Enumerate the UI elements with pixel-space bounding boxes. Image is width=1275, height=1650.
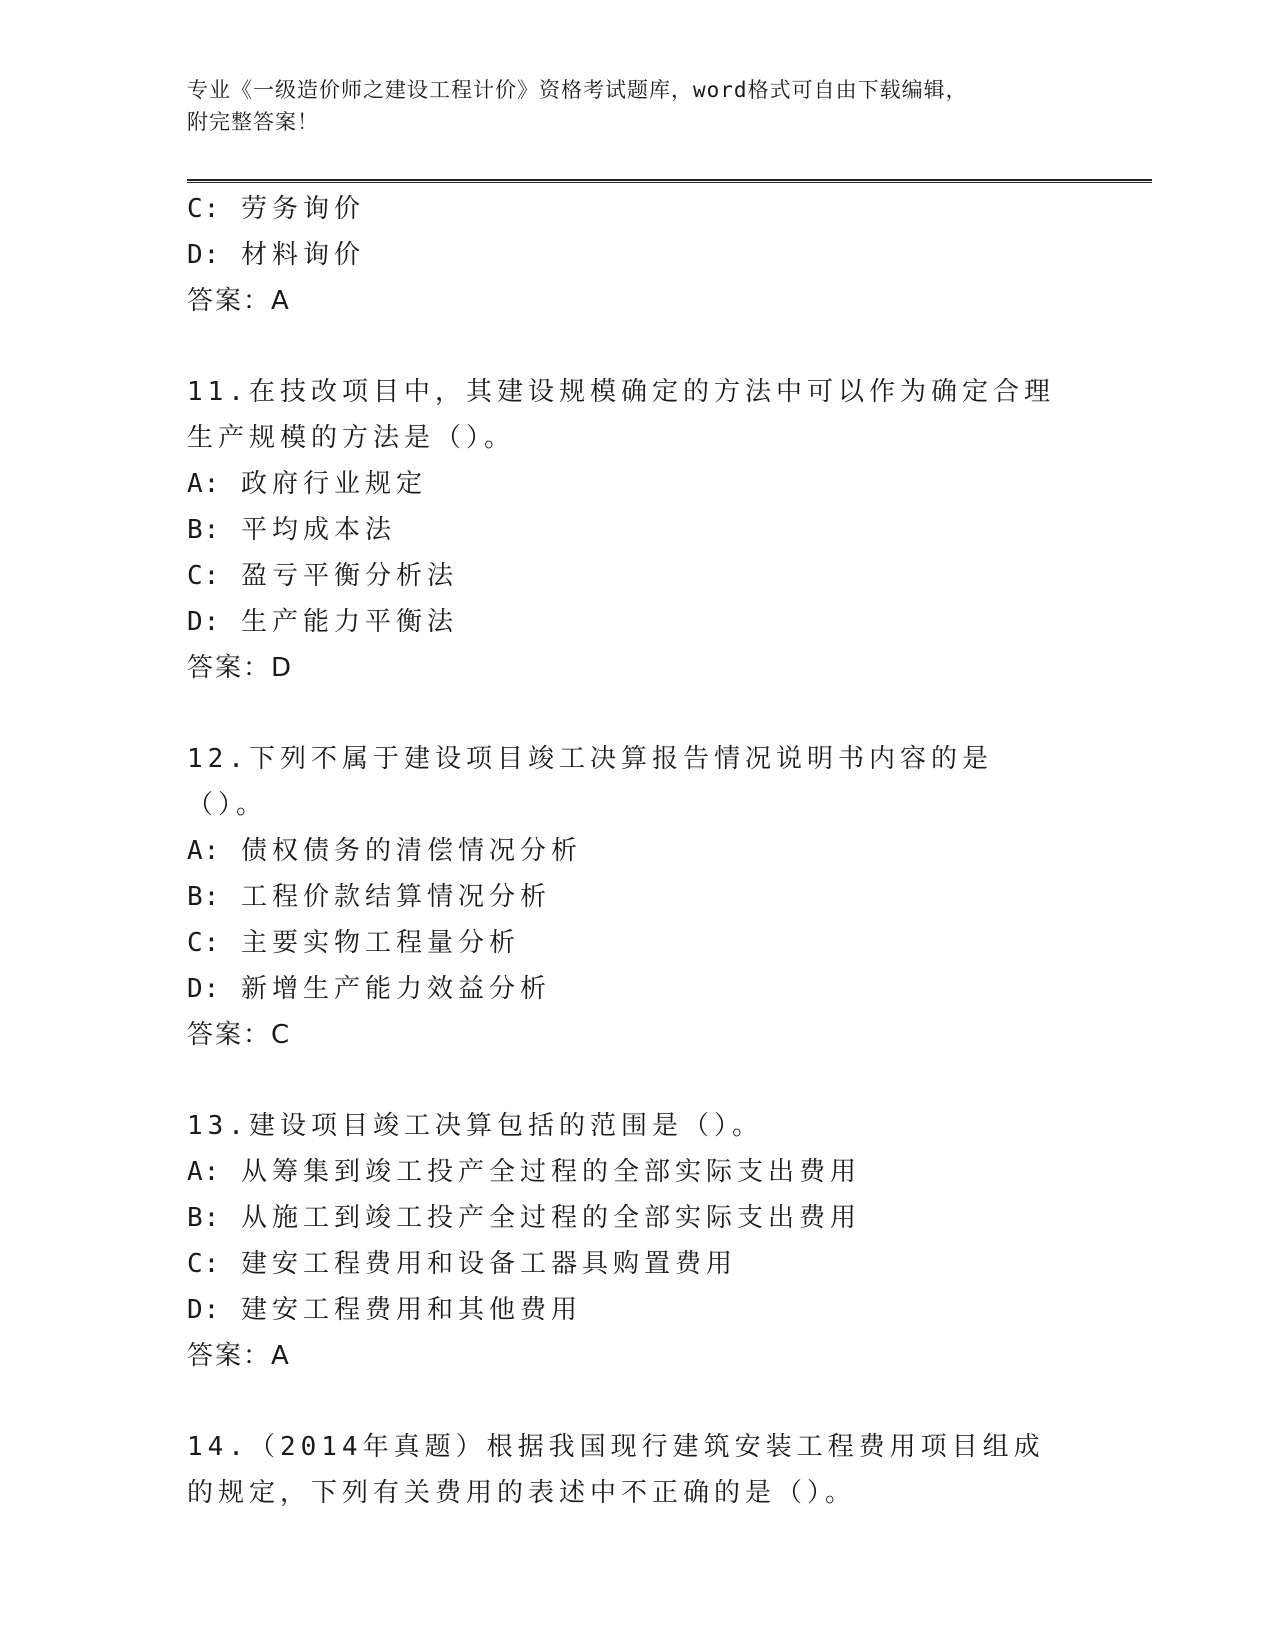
option-text: 平均成本法 xyxy=(240,515,396,545)
option-line xyxy=(187,186,1152,232)
option-text: 工程价款结算情况分析 xyxy=(240,882,551,912)
answer-line: 答案：D xyxy=(187,653,294,683)
option-label: D: xyxy=(187,240,221,270)
option-text: 建安工程费用和设备工器具购置费用 xyxy=(240,1249,737,1279)
option-text: 材料询价 xyxy=(240,240,365,270)
option-label: B: xyxy=(187,1203,221,1233)
answer-line: 答案：A xyxy=(187,286,291,316)
question-stem: 12.下列不属于建设项目竣工决算报告情况说明书内容的是（）。 xyxy=(187,744,993,820)
option-line xyxy=(187,1195,1152,1241)
option-label: A: xyxy=(187,836,221,866)
question-stem: 11.在技改项目中，其建设规模确定的方法中可以作为确定合理生产规模的方法是（）。 xyxy=(187,377,1055,453)
option-text: 生产能力平衡法 xyxy=(240,607,458,637)
option-line xyxy=(187,507,1152,553)
option-line xyxy=(187,874,1152,920)
header-divider xyxy=(187,179,1152,183)
answer-line: 答案：C xyxy=(187,1020,292,1050)
option-line xyxy=(187,920,1152,966)
option-label: D: xyxy=(187,974,221,1004)
option-label: D: xyxy=(187,607,221,637)
option-line xyxy=(187,232,1152,278)
option-text: 债权债务的清偿情况分析 xyxy=(240,836,582,866)
question-body xyxy=(187,186,1152,1516)
option-label: A: xyxy=(187,1157,221,1187)
option-label: C: xyxy=(187,928,221,958)
option-line xyxy=(187,599,1152,645)
option-text: 建安工程费用和其他费用 xyxy=(240,1295,582,1325)
header-line-1: 专业《一级造价师之建设工程计价》资格考试题库，word格式可自由下载编辑， xyxy=(187,78,968,102)
option-line xyxy=(187,966,1152,1012)
option-label: B: xyxy=(187,882,221,912)
option-line xyxy=(187,1149,1152,1195)
option-line xyxy=(187,1241,1152,1287)
option-text: 从筹集到竣工投产全过程的全部实际支出费用 xyxy=(240,1157,861,1187)
option-text: 主要实物工程量分析 xyxy=(240,928,520,958)
option-line xyxy=(187,461,1152,507)
option-line xyxy=(187,1287,1152,1333)
option-text: 盈亏平衡分析法 xyxy=(240,561,458,591)
header-line-2: 附完整答案！ xyxy=(187,110,319,134)
option-label: C: xyxy=(187,1249,221,1279)
option-line xyxy=(187,828,1152,874)
answer-line: 答案：A xyxy=(187,1341,291,1371)
option-text: 劳务询价 xyxy=(240,194,365,224)
option-label: D: xyxy=(187,1295,221,1325)
option-label: C: xyxy=(187,561,221,591)
document-header xyxy=(187,74,1067,138)
question-stem: 13.建设项目竣工决算包括的范围是（）。 xyxy=(187,1111,763,1141)
option-label: A: xyxy=(187,469,221,499)
option-line xyxy=(187,553,1152,599)
option-label: C: xyxy=(187,194,221,224)
option-text: 从施工到竣工投产全过程的全部实际支出费用 xyxy=(240,1203,861,1233)
option-text: 政府行业规定 xyxy=(240,469,427,499)
option-label: B: xyxy=(187,515,221,545)
question-stem: 14.（2014年真题）根据我国现行建筑安装工程费用项目组成的规定，下列有关费用的表述中不正确的是（）。 xyxy=(187,1432,1045,1508)
option-text: 新增生产能力效益分析 xyxy=(240,974,551,1004)
